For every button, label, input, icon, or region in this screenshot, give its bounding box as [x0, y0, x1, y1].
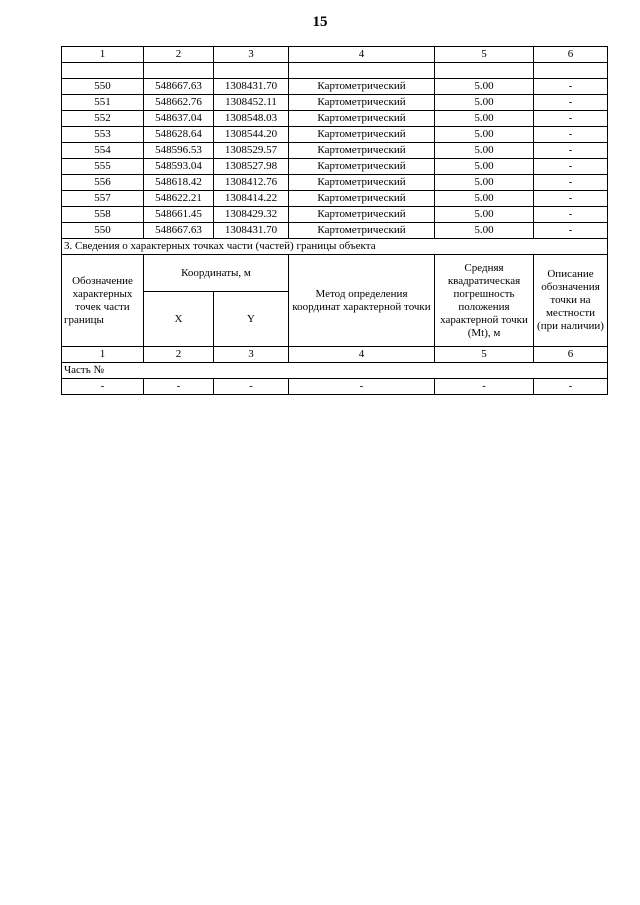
- table-row: [62, 111, 608, 127]
- point-id: 558: [62, 207, 144, 223]
- part-label-row: [62, 363, 608, 379]
- error: 5.00: [435, 207, 534, 223]
- table-row: [62, 159, 608, 175]
- coord-x: 548596.53: [144, 143, 214, 159]
- description: -: [534, 95, 608, 111]
- method: Картометрический: [289, 127, 435, 143]
- section3-header-row: [62, 255, 608, 292]
- coord-y: 1308544.20: [214, 127, 289, 143]
- point-id: 552: [62, 111, 144, 127]
- description: -: [534, 143, 608, 159]
- table-row: [62, 79, 608, 95]
- dash-cell: -: [534, 379, 608, 395]
- point-id: 557: [62, 191, 144, 207]
- method: Картометрический: [289, 95, 435, 111]
- table-row: [62, 95, 608, 111]
- column-number: 6: [534, 47, 608, 63]
- column-number: 1: [62, 347, 144, 363]
- column-number: 3: [214, 347, 289, 363]
- coord-y: 1308431.70: [214, 223, 289, 239]
- coord-y: 1308412.76: [214, 175, 289, 191]
- header-x: X: [144, 292, 214, 347]
- table-row: [62, 143, 608, 159]
- error: 5.00: [435, 95, 534, 111]
- method: Картометрический: [289, 191, 435, 207]
- error: 5.00: [435, 159, 534, 175]
- points-body: [62, 79, 608, 239]
- method: Картометрический: [289, 207, 435, 223]
- coord-x: 548628.64: [144, 127, 214, 143]
- empty-row: [62, 63, 608, 79]
- table-row: [62, 191, 608, 207]
- coord-x: 548618.42: [144, 175, 214, 191]
- dash-cell: -: [435, 379, 534, 395]
- coord-x: 548622.21: [144, 191, 214, 207]
- section3-column-number-row: [62, 347, 608, 363]
- point-id: 556: [62, 175, 144, 191]
- point-id: 554: [62, 143, 144, 159]
- column-number: 5: [435, 347, 534, 363]
- point-id: 555: [62, 159, 144, 175]
- header-coordinates: Координаты, м: [144, 255, 289, 292]
- header-point-designation: Обозначение характерных точек части границы: [62, 255, 144, 347]
- method: Картометрический: [289, 143, 435, 159]
- coord-x: 548637.04: [144, 111, 214, 127]
- error: 5.00: [435, 223, 534, 239]
- description: -: [534, 191, 608, 207]
- description: -: [534, 159, 608, 175]
- description: -: [534, 207, 608, 223]
- description: -: [534, 111, 608, 127]
- column-number: 4: [289, 347, 435, 363]
- column-number-row: [62, 47, 608, 63]
- table-row: [62, 207, 608, 223]
- column-number: 5: [435, 47, 534, 63]
- coord-x: 548667.63: [144, 79, 214, 95]
- description: -: [534, 127, 608, 143]
- page-number: 15: [312, 14, 328, 30]
- column-number: 3: [214, 47, 289, 63]
- point-id: 551: [62, 95, 144, 111]
- table-row: [62, 127, 608, 143]
- coord-x: 548662.76: [144, 95, 214, 111]
- coord-y: 1308452.11: [214, 95, 289, 111]
- method: Картометрический: [289, 175, 435, 191]
- error: 5.00: [435, 127, 534, 143]
- coord-x: 548667.63: [144, 223, 214, 239]
- error: 5.00: [435, 143, 534, 159]
- coord-y: 1308431.70: [214, 79, 289, 95]
- characteristic-points-table: [61, 46, 608, 395]
- dash-row: [62, 379, 608, 395]
- description: -: [534, 175, 608, 191]
- method: Картометрический: [289, 223, 435, 239]
- method: Картометрический: [289, 159, 435, 175]
- header-error: Средняя квадратическая погрешность положения характерной точки (Mt), м: [435, 255, 534, 347]
- header-y: Y: [214, 292, 289, 347]
- coord-y: 1308548.03: [214, 111, 289, 127]
- point-id: 550: [62, 223, 144, 239]
- section3-title-row: [62, 239, 608, 255]
- method: Картометрический: [289, 111, 435, 127]
- coord-y: 1308429.32: [214, 207, 289, 223]
- point-id: 550: [62, 79, 144, 95]
- section3-title: 3. Сведения о характерных точках части (частей) границы объекта: [62, 239, 608, 255]
- dash-cell: -: [144, 379, 214, 395]
- coord-y: 1308414.22: [214, 191, 289, 207]
- error: 5.00: [435, 111, 534, 127]
- column-number: 6: [534, 347, 608, 363]
- dash-cell: -: [289, 379, 435, 395]
- error: 5.00: [435, 191, 534, 207]
- coord-y: 1308527.98: [214, 159, 289, 175]
- error: 5.00: [435, 79, 534, 95]
- coord-x: 548661.45: [144, 207, 214, 223]
- header-description: Описание обозначения точки на местности (при наличии): [534, 255, 608, 347]
- description: -: [534, 223, 608, 239]
- coord-y: 1308529.57: [214, 143, 289, 159]
- column-number: 1: [62, 47, 144, 63]
- column-number: 2: [144, 347, 214, 363]
- point-id: 553: [62, 127, 144, 143]
- dash-cell: -: [214, 379, 289, 395]
- coord-x: 548593.04: [144, 159, 214, 175]
- method: Картометрический: [289, 79, 435, 95]
- column-number: 4: [289, 47, 435, 63]
- column-number: 2: [144, 47, 214, 63]
- dash-cell: -: [62, 379, 144, 395]
- error: 5.00: [435, 175, 534, 191]
- header-method: Метод определения координат характерной точки: [289, 255, 435, 347]
- description: -: [534, 79, 608, 95]
- table-row: [62, 175, 608, 191]
- table-row: [62, 223, 608, 239]
- part-label: Часть №: [62, 363, 608, 379]
